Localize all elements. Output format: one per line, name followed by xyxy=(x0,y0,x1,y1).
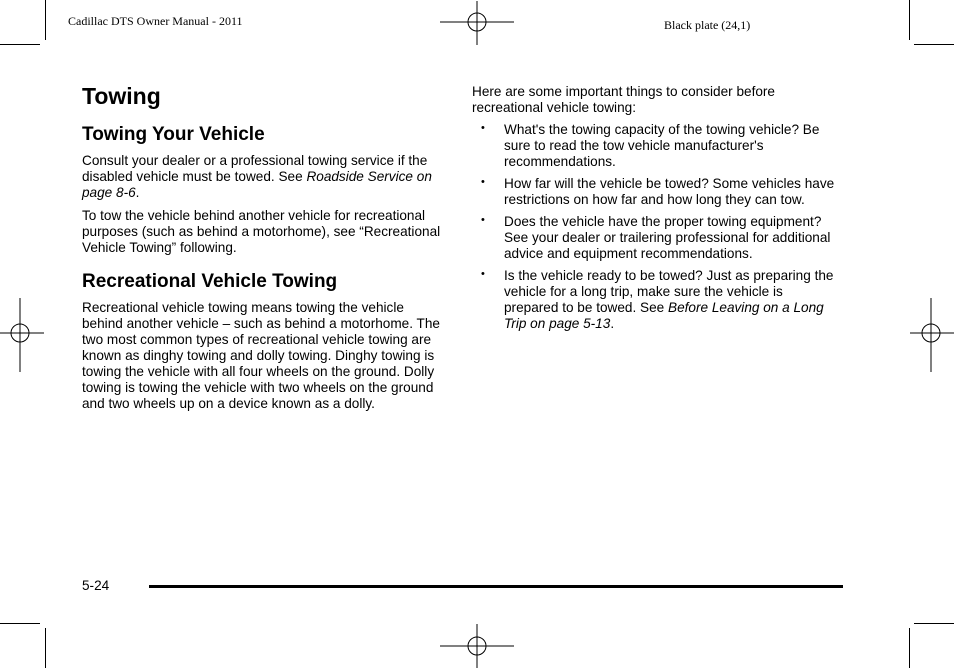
paragraph-text: Consult your dealer or a professional towing service if the disabled vehicle must be towed. See xyxy=(82,153,428,184)
crop-mark-bl-v xyxy=(45,628,46,668)
registration-mark-top-icon xyxy=(440,1,514,45)
left-column xyxy=(82,83,444,412)
registration-mark-right-icon xyxy=(910,298,954,372)
footer-rule xyxy=(149,585,843,588)
bullet-icon: • xyxy=(481,214,485,226)
bullet-icon: • xyxy=(481,268,485,280)
crop-mark-br-v xyxy=(909,628,910,668)
paragraph-considerations-intro: Here are some important things to consider before recreational vehicle towing: xyxy=(472,84,775,115)
list-item xyxy=(472,122,838,170)
right-column xyxy=(472,84,838,332)
crop-mark-tr-h xyxy=(914,44,954,45)
manual-title: Cadillac DTS Owner Manual - 2011 xyxy=(68,14,243,28)
page-number: 5-24 xyxy=(82,578,110,593)
roadside-service-reference-link[interactable]: Roadside Service on page 8-6 xyxy=(82,169,432,200)
crop-mark-tr-v xyxy=(909,0,910,40)
long-trip-reference-link[interactable]: Before Leaving on a Long Trip on page 5-13 xyxy=(504,300,824,331)
bullet-icon: • xyxy=(481,176,485,188)
paragraph-consult-dealer xyxy=(82,153,444,201)
list-item-end: . xyxy=(610,316,615,331)
list-item xyxy=(472,176,838,208)
list-item xyxy=(472,268,838,332)
list-item-text: What's the towing capacity of the towing vehicle? Be sure to read the tow vehicle manufacturer's recommendations. xyxy=(504,122,820,169)
list-item-text: Does the vehicle have the proper towing equipment? See your dealer or trailering professional for additional advice and equipment recommendations. xyxy=(504,214,831,261)
considerations-list xyxy=(472,122,838,332)
paragraph-end: . xyxy=(135,185,140,200)
crop-mark-tl-v xyxy=(45,0,46,40)
registration-mark-bottom-icon xyxy=(440,624,514,668)
bullet-icon: • xyxy=(481,122,485,134)
crop-mark-bl-h xyxy=(0,623,40,624)
crop-mark-tl-h xyxy=(0,44,40,45)
registration-mark-left-icon xyxy=(0,298,44,372)
paragraph-recreational-purposes: To tow the vehicle behind another vehicle for recreational purposes (such as behind a motorhome), see “Recreational Vehicle Towing” following. xyxy=(82,208,441,255)
page-title: Towing xyxy=(82,83,161,109)
paragraph-recreational-towing-definition: Recreational vehicle towing means towing the vehicle behind another vehicle – such as behind a motorhome. The two most common types of recreational vehicle towing are known as dinghy towing and dolly towing. Dinghy towing is towing the vehicle with all four wheels on the ground. Dolly towing is towing the vehicle with two wheels on the ground and two wheels up on a device known as a dolly. xyxy=(82,300,440,411)
plate-label: Black plate (24,1) xyxy=(664,18,751,32)
list-item-text: How far will the vehicle be towed? Some vehicles have restrictions on how far and how long they can tow. xyxy=(504,176,835,207)
list-item-text: Is the vehicle ready to be towed? Just as preparing the vehicle for a long trip, make sure the vehicle is prepared to be towed. See xyxy=(504,268,834,315)
list-item xyxy=(472,214,838,262)
crop-mark-br-h xyxy=(914,623,954,624)
section-heading-towing-your-vehicle: Towing Your Vehicle xyxy=(82,124,265,145)
section-heading-recreational-vehicle-towing: Recreational Vehicle Towing xyxy=(82,271,338,292)
